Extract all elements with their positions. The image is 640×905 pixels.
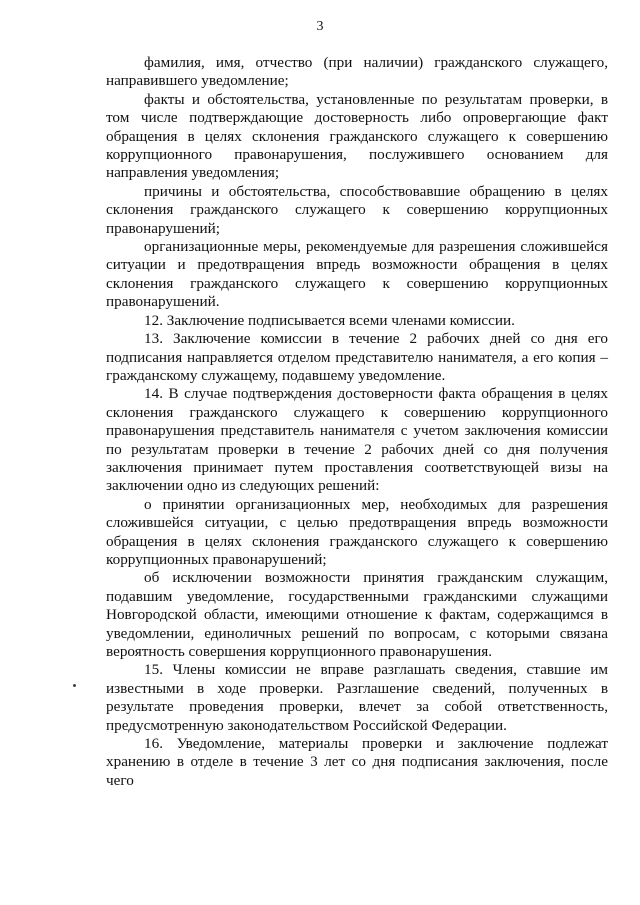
document-body [106,54,608,790]
clause-14: 14. В случае подтверждения достоверности факта обращения в целях склонения гражданского служащего к совершению коррупционного правонарушения представитель нанимателя с учетом заключения комиссии по результатам проверки в течение 2 рабочих дней со дня получения заключения принимает путем проставления соответствующей визы на заключении одно из следующих решений: [106,385,608,495]
decision-exclusion: об исключении возможности принятия гражданским служащим, подавшим уведомление, государственными гражданскими служащими Новгородской области, имеющими отношение к фактам, содержащимся в уведомлении, единоличных решений по вопросам, с которыми связана вероятность совершения коррупционного правонарушения. [106,569,608,660]
paragraph-facts: факты и обстоятельства, установленные по результатам проверки, в том числе подтверждающие достоверность либо опровергающие факт обращения в целях склонения гражданского служащего к совершению коррупционного правонарушения, послужившего основанием для направления уведомления; [106,90,608,182]
page-number: 3 [316,19,324,34]
clause-13: 13. Заключение комиссии в течение 2 рабочих дней со дня его подписания направляется отделом представителю нанимателя, а его копия – гражданскому служащему, подавшему уведомление. [106,330,608,384]
clause-12: 12. Заключение подписывается всеми членами комиссии. [144,311,515,329]
paragraph-surname: фамилия, имя, отчество (при наличии) гражданского служащего, направившего уведомление; [106,54,608,90]
paragraph-causes: причины и обстоятельства, способствовавшие обращению в целях склонения гражданского служащего к совершению коррупционных правонарушений; [106,182,608,237]
clause-15: 15. Члены комиссии не вправе разглашать сведения, ставшие им известными в ходе проверки. Разглашение сведений, полученных в результате проведения проверки, влечет за собой ответственность, предусмотренную законодательством Российской Федерации. [106,661,608,734]
clause-16: 16. Уведомление, материалы проверки и заключение подлежат хранению в отделе в течение 3 лет со дня подписания заключения, после чего [106,735,608,789]
paragraph-measures: организационные меры, рекомендуемые для разрешения сложившейся ситуации и предотвращения впредь возможности обращения в целях склонения гражданского служащего к совершению коррупционных правонарушений. [106,238,608,311]
scan-mark [73,684,76,687]
decision-organizational-measures: о принятии организационных мер, необходимых для разрешения сложившейся ситуации, с целью предотвращения впредь возможности обращения в целях склонения гражданского служащего к совершению коррупционных правонарушений; [106,495,608,568]
